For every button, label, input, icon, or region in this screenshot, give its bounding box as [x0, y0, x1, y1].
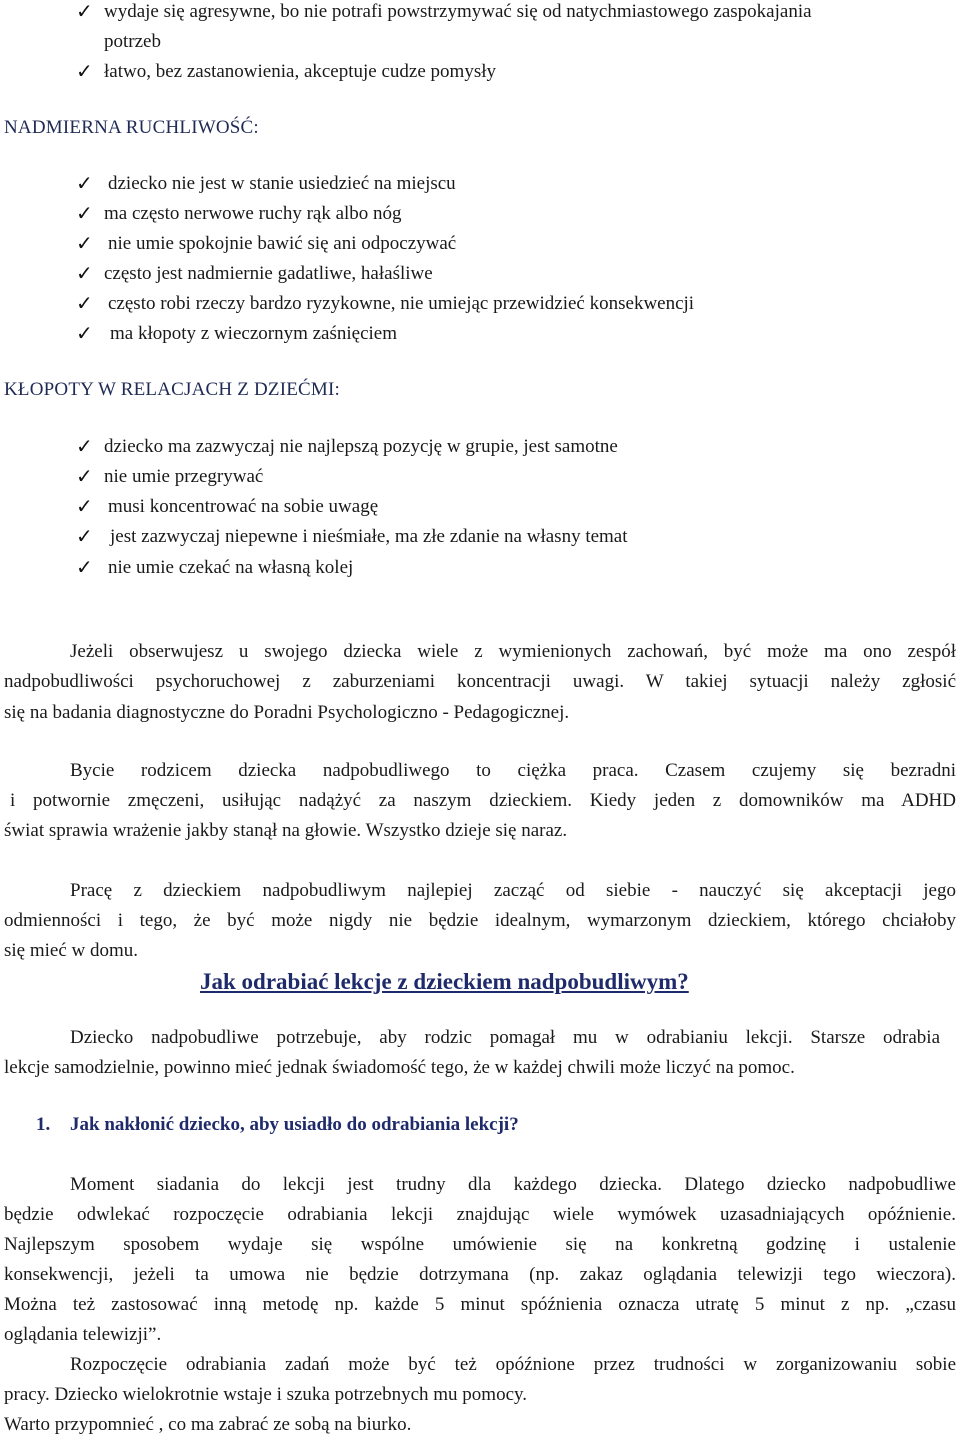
checkmark-icon: ✓	[76, 526, 93, 548]
paragraph-line: Najlepszym sposobem wydaje się wspólne umówienie się na konkretną godzinę i ustalenie	[4, 1234, 956, 1255]
checkmark-icon: ✓	[76, 173, 93, 195]
list-item: wydaje się agresywne, bo nie potrafi powstrzymywać się od natychmiastowego zaspokajania	[104, 1, 812, 22]
paragraph-line: nadpobudliwości psychoruchowej z zaburzeniami koncentracji uwagi. W takiej sytuacji należy zgłosić	[4, 671, 956, 692]
list-item: nie umie przegrywać	[104, 466, 264, 487]
checkmark-icon: ✓	[76, 436, 93, 458]
checkmark-icon: ✓	[76, 1, 93, 23]
paragraph-line: Warto przypomnieć , co ma zabrać ze sobą na biurko.	[4, 1414, 412, 1435]
paragraph-line: i potwornie zmęczeni, usiłując nadążyć za naszym dzieckiem. Kiedy jeden z domowników ma ADHD	[10, 790, 956, 811]
checkmark-icon: ✓	[76, 293, 93, 315]
paragraph-line: Rozpoczęcie odrabiania zadań może być też opóźnione przez trudności w zorganizowaniu sobie	[70, 1354, 956, 1375]
checkmark-icon: ✓	[76, 557, 93, 579]
paragraph-line: odmienności i tego, że być może nigdy nie będzie idealnym, wymarzonym dzieckiem, którego chciałoby	[4, 910, 956, 931]
checkmark-icon: ✓	[76, 203, 93, 225]
list-item: ma kłopoty z wieczornym zaśnięciem	[110, 323, 398, 344]
list-item-continuation: potrzeb	[104, 31, 161, 52]
paragraph-line: oglądania telewizji”.	[4, 1324, 162, 1345]
list-item: dziecko nie jest w stanie usiedzieć na miejscu	[108, 173, 456, 194]
list-item: ma często nerwowe ruchy rąk albo nóg	[104, 203, 402, 224]
paragraph-line: Pracę z dzieckiem nadpobudliwym najlepiej zacząć od siebie - nauczyć się akceptacji jego	[70, 880, 956, 901]
checkmark-icon: ✓	[76, 466, 93, 488]
checkmark-icon: ✓	[76, 323, 93, 345]
checkmark-icon: ✓	[76, 233, 93, 255]
paragraph-line: Bycie rodzicem dziecka nadpobudliwego to ciężka praca. Czasem czujemy się bezradni	[70, 760, 956, 781]
paragraph-line: Można też zastosować inną metodę np. każde 5 minut spóźnienia oznacza utratę 5 minut z np. „czasu	[4, 1294, 956, 1315]
paragraph-line: będzie odwlekać rozpoczęcie odrabiania lekcji znajdując wiele wymówek uzasadniających opóźnienie.	[4, 1204, 956, 1225]
checkmark-icon: ✓	[76, 61, 93, 83]
paragraph-line: się mieć w domu.	[4, 940, 139, 961]
numbered-heading-text: Jak nakłonić dziecko, aby usiadło do odrabiania lekcji?	[70, 1114, 519, 1135]
list-item: łatwo, bez zastanowienia, akceptuje cudze pomysły	[104, 61, 496, 82]
list-item: często jest nadmiernie gadatliwe, hałaśliwe	[104, 263, 433, 284]
section-heading-relations: KŁOPOTY W RELACJACH Z DZIEĆMI:	[4, 379, 341, 400]
list-item: nie umie czekać na własną kolej	[108, 557, 354, 578]
list-item: jest zazwyczaj niepewne i nieśmiałe, ma złe zdanie na własny temat	[110, 526, 628, 547]
list-item: często robi rzeczy bardzo ryzykowne, nie umiejąc przewidzieć konsekwencji	[108, 293, 695, 314]
numbered-heading-number: 1.	[36, 1114, 51, 1135]
list-item: musi koncentrować na sobie uwagę	[108, 496, 379, 517]
list-item: dziecko ma zazwyczaj nie najlepszą pozycję w grupie, jest samotne	[104, 436, 618, 457]
section-heading-hyperactivity: NADMIERNA RUCHLIWOŚĆ:	[4, 117, 259, 138]
list-item: nie umie spokojnie bawić się ani odpoczywać	[108, 233, 457, 254]
checkmark-icon: ✓	[76, 496, 93, 518]
checkmark-icon: ✓	[76, 263, 93, 285]
paragraph-line: Jeżeli obserwujesz u swojego dziecka wiele z wymienionych zachowań, być może ma ono zespół	[70, 641, 956, 662]
paragraph-line: lekcje samodzielnie, powinno mieć jednak świadomość tego, że w każdej chwili może liczyć na pomoc.	[4, 1057, 795, 1078]
paragraph-line: Dziecko nadpobudliwe potrzebuje, aby rodzic pomagał mu w odrabianiu lekcji. Starsze odrabia	[70, 1027, 940, 1048]
paragraph-line: Moment siadania do lekcji jest trudny dla każdego dziecka. Dlatego dziecko nadpobudliwe	[70, 1174, 956, 1195]
paragraph-line: konsekwencji, jeżeli ta umowa nie będzie dotrzymana (np. zakaz oglądania telewizji tego wieczora).	[4, 1264, 956, 1285]
paragraph-line: się na badania diagnostyczne do Poradni Psychologiczno - Pedagogicznej.	[4, 702, 570, 723]
paragraph-line: świat sprawia wrażenie jakby stanął na głowie. Wszystko dzieje się naraz.	[4, 820, 568, 841]
section-heading-homework: Jak odrabiać lekcje z dzieckiem nadpobudliwym?	[200, 969, 689, 994]
paragraph-line: pracy. Dziecko wielokrotnie wstaje i szuka potrzebnych mu pomocy.	[4, 1384, 528, 1405]
